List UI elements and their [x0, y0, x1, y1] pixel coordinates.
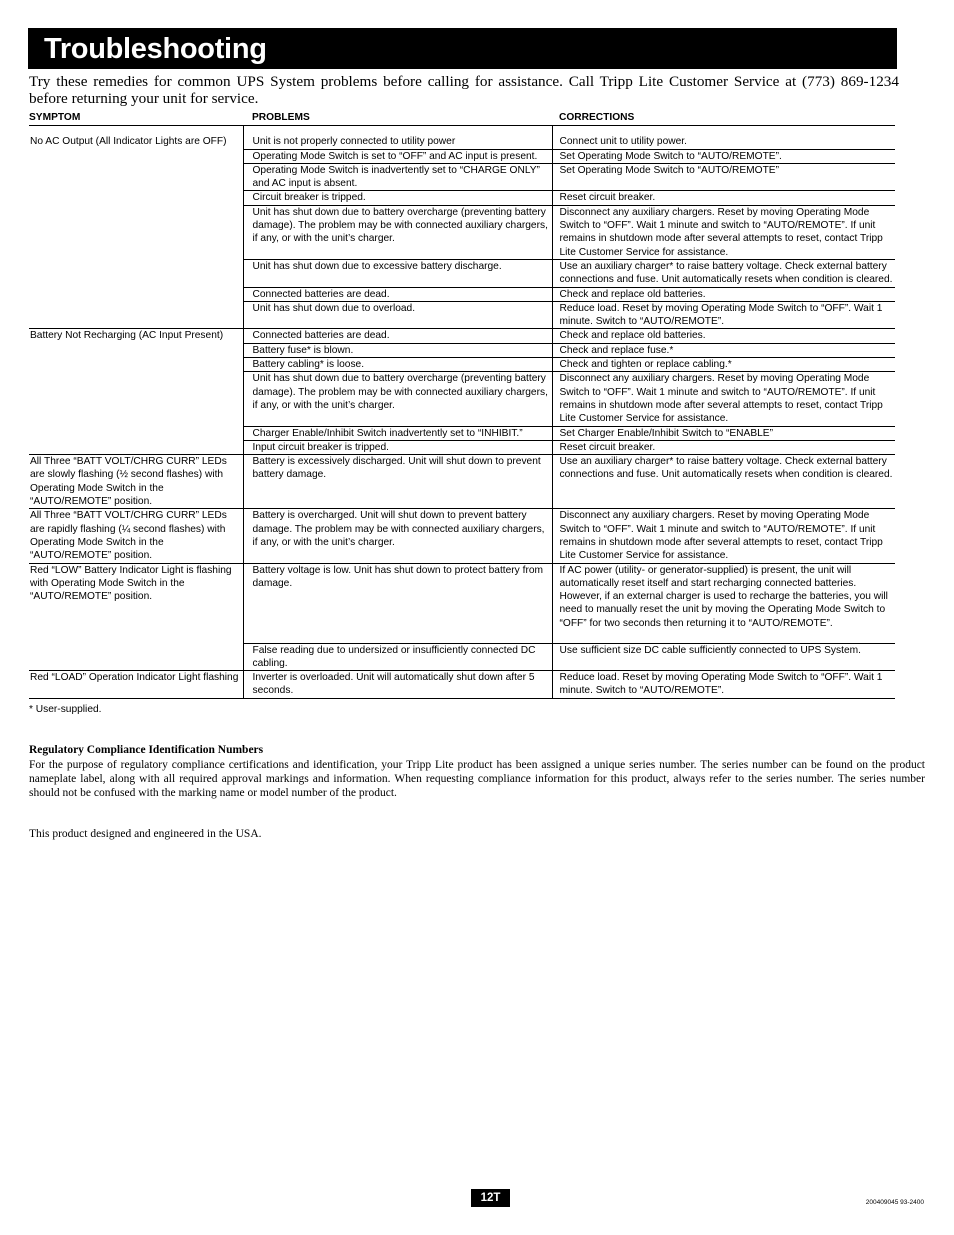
problem-cell: Charger Enable/Inhibit Switch inadvertently set to “INHIBIT.” [243, 426, 552, 440]
correction-cell: Use sufficient size DC cable sufficiently connected to UPS System. [552, 643, 895, 671]
table-row [29, 671, 895, 699]
regulatory-heading: Regulatory Compliance Identification Numbers [29, 744, 264, 756]
correction-cell: Reduce load. Reset by moving Operating Mode Switch to “OFF”. Wait 1 minute. Switch to “AUTO/REMOTE”. [552, 301, 895, 329]
problem-cell: Operating Mode Switch is inadvertently set to “CHARGE ONLY” and AC input is absent. [243, 163, 552, 191]
header-problems: PROBLEMS [243, 111, 552, 126]
symptom-cell [29, 259, 243, 287]
problem-cell: Unit has shut down due to battery overcharge (preventing battery damage). The problem may be with connected auxiliary chargers, if any, or with the unit’s charger. [243, 372, 552, 426]
problem-cell: Connected batteries are dead. [243, 329, 552, 343]
regulatory-body: For the purpose of regulatory compliance certifications and identification, your Tripp Lite product has been assigned a unique series number. The series number can be found on the product nameplate label, along with all required approval markings and information. When requesting compliance information for this product, always refer to the series number. The series number should not be confused with the marking name or model number of the product. [29, 759, 925, 799]
problem-cell: Unit has shut down due to excessive battery discharge. [243, 259, 552, 287]
table-row [29, 563, 895, 643]
problem-cell: Inverter is overloaded. Unit will automatically shut down after 5 seconds. [243, 671, 552, 699]
header-corrections: CORRECTIONS [552, 111, 895, 126]
table-row [29, 426, 895, 440]
page-number: 12T [471, 1189, 510, 1207]
symptom-cell: Battery Not Recharging (AC Input Present) [29, 329, 243, 343]
correction-cell: Check and replace old batteries. [552, 287, 895, 301]
table-row [29, 329, 895, 343]
table-row [29, 126, 895, 149]
correction-cell: Set Operating Mode Switch to “AUTO/REMOTE”. [552, 149, 895, 163]
problem-cell: Unit has shut down due to overload. [243, 301, 552, 329]
table-row [29, 287, 895, 301]
document-code: 200409045 93-2400 [865, 1199, 924, 1206]
table-row [29, 358, 895, 372]
symptom-cell [29, 163, 243, 191]
table-row [29, 440, 895, 454]
problem-cell: Circuit breaker is tripped. [243, 191, 552, 205]
symptom-cell [29, 426, 243, 440]
correction-cell: Disconnect any auxiliary chargers. Reset by moving Operating Mode Switch to “OFF”. Wait 1 minute and switch to “AUTO/REMOTE”. If unit remains in shutdown mode after several attempts to reset, contact Tripp Lite Customer Service for assistance. [552, 205, 895, 259]
correction-cell: Use an auxiliary charger* to raise battery voltage. Check external battery connections and fuse. Unit automatically resets when condition is cleared. [552, 455, 895, 509]
problem-cell: Battery voltage is low. Unit has shut down to protect battery from damage. [243, 563, 552, 643]
symptom-cell: All Three “BATT VOLT/CHRG CURR” LEDs are slowly flashing (½ second flashes) with Operating Mode Switch in the “AUTO/REMOTE” position. [29, 455, 243, 509]
correction-cell: If AC power (utility- or generator-supplied) is present, the unit will automatically reset itself and start recharging connected batteries. However, if an external charger is used to recharge the batteries, you will need to manually reset the unit by moving the Operating Mode Switch to “OFF” for two seconds then returning it to “AUTO/REMOTE”. [552, 563, 895, 643]
problem-cell: Battery fuse* is blown. [243, 343, 552, 357]
symptom-cell [29, 301, 243, 329]
correction-cell: Check and tighten or replace cabling.* [552, 358, 895, 372]
table-row [29, 301, 895, 329]
intro-paragraph: Try these remedies for common UPS System problems before calling for assistance. Call Tripp Lite Customer Service at (773) 869-1234 before returning your unit for service. [29, 73, 899, 107]
correction-cell: Connect unit to utility power. [552, 126, 895, 149]
table-row [29, 455, 895, 509]
table-row [29, 191, 895, 205]
table-row [29, 509, 895, 563]
correction-cell: Check and replace fuse.* [552, 343, 895, 357]
correction-cell: Use an auxiliary charger* to raise battery voltage. Check external battery connections and fuse. Unit automatically resets when condition is cleared. [552, 259, 895, 287]
table-row [29, 259, 895, 287]
symptom-cell [29, 358, 243, 372]
correction-cell: Set Operating Mode Switch to “AUTO/REMOTE” [552, 163, 895, 191]
problem-cell: Battery is excessively discharged. Unit will shut down to prevent battery damage. [243, 455, 552, 509]
correction-cell: Reset circuit breaker. [552, 191, 895, 205]
symptom-cell: No AC Output (All Indicator Lights are OFF) [30, 136, 227, 148]
symptom-cell [29, 440, 243, 454]
problem-cell: Connected batteries are dead. [243, 287, 552, 301]
correction-cell: Disconnect any auxiliary chargers. Reset by moving Operating Mode Switch to “OFF”. Wait 1 minute and switch to “AUTO/REMOTE”. If unit remains in shutdown mode after several attempts to reset, contact Tripp Lite Customer Service for assistance. [552, 372, 895, 426]
correction-cell: Check and replace old batteries. [552, 329, 895, 343]
symptom-cell [29, 643, 243, 671]
table-row [29, 372, 895, 426]
symptom-cell [29, 287, 243, 301]
correction-cell: Set Charger Enable/Inhibit Switch to “ENABLE” [552, 426, 895, 440]
problem-cell: Unit has shut down due to battery overcharge (preventing battery damage). The problem may be with connected auxiliary chargers, if any, or with the unit’s charger. [243, 205, 552, 259]
header-symptom: SYMPTOM [29, 111, 243, 126]
symptom-cell [29, 205, 243, 259]
symptom-cell [29, 191, 243, 205]
correction-cell: Reduce load. Reset by moving Operating Mode Switch to “OFF”. Wait 1 minute. Switch to “AUTO/REMOTE”. [552, 671, 895, 699]
correction-cell: Disconnect any auxiliary chargers. Reset by moving Operating Mode Switch to “OFF”. Wait 1 minute and switch to “AUTO/REMOTE”. If unit remains in shutdown mode after several attempts to reset, contact Tripp Lite Customer Service for assistance. [552, 509, 895, 563]
problem-cell: False reading due to undersized or insufficiently connected DC cabling. [243, 643, 552, 671]
symptom-cell: Red “LOAD” Operation Indicator Light flashing [29, 671, 243, 699]
table-body [29, 126, 895, 698]
symptom-cell [29, 372, 243, 426]
symptom-cell [29, 149, 243, 163]
title-bar [28, 28, 897, 69]
table-row [29, 343, 895, 357]
page-title: Troubleshooting [44, 33, 267, 65]
problem-cell: Input circuit breaker is tripped. [243, 440, 552, 454]
symptom-cell [29, 343, 243, 357]
problem-cell: Operating Mode Switch is set to “OFF” and AC input is present. [243, 149, 552, 163]
made-in-usa-note: This product designed and engineered in the USA. [29, 828, 262, 840]
table-row [29, 163, 895, 191]
problem-cell: Battery cabling* is loose. [243, 358, 552, 372]
troubleshooting-table [29, 111, 895, 699]
correction-cell: Reset circuit breaker. [552, 440, 895, 454]
footnote: * User-supplied. [29, 704, 102, 715]
symptom-cell: All Three “BATT VOLT/CHRG CURR” LEDs are rapidly flashing (¼ second flashes) with Operating Mode Switch in the “AUTO/REMOTE” position. [29, 509, 243, 563]
symptom-cell: Red “LOW” Battery Indicator Light is flashing with Operating Mode Switch in the “AUTO/REMOTE” position. [29, 563, 243, 643]
table-row [29, 149, 895, 163]
problem-cell: Unit is not properly connected to utility power [243, 126, 552, 149]
problem-cell: Battery is overcharged. Unit will shut down to prevent battery damage. The problem may be with connected auxiliary chargers, if any, or with the unit’s charger. [243, 509, 552, 563]
table-row [29, 205, 895, 259]
table-row [29, 643, 895, 671]
table-header-row [29, 111, 895, 126]
